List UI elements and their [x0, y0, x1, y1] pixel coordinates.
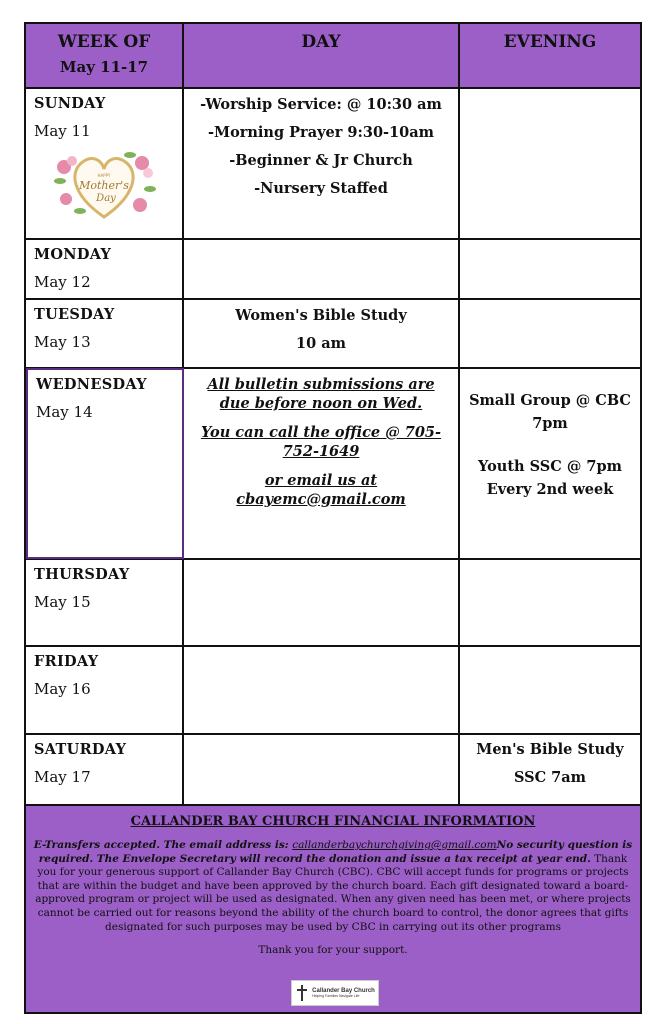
office-phone-note: You can call the office @ 705-752-1649 [200, 424, 442, 460]
list-item: -Nursery Staffed [254, 180, 388, 197]
date-label: May 16 [34, 680, 91, 698]
header-week [26, 24, 184, 87]
header-week-label: WEEK OF [57, 32, 151, 52]
mothers-day-line1: Mother's [79, 179, 129, 192]
monday-day [184, 240, 460, 298]
giving-email-link[interactable]: callanderbaychurchgiving@gmail.com [292, 839, 497, 851]
list-item: Youth SSC @ 7pm [478, 458, 622, 475]
list-item: Men's Bible Study [476, 741, 624, 758]
friday-cell [26, 647, 184, 733]
monday-evening [460, 240, 640, 298]
day-label: TUESDAY [34, 306, 115, 323]
row-sunday [26, 89, 640, 240]
day-label: SATURDAY [34, 741, 127, 758]
monday-cell [26, 240, 184, 298]
day-label: SUNDAY [34, 95, 106, 112]
list-item: -Worship Service: @ 10:30 am [200, 96, 442, 113]
day-label: FRIDAY [34, 653, 99, 670]
thursday-day [184, 560, 460, 645]
header-week-range: May 11-17 [59, 58, 149, 76]
financial-body-text: Thank you for your generous support of Callander Bay Church (CBC). CBC will accept funds for programs or projects that are within the budget and have been approved by the church board. Each gift designated toward a board-approved program or project will be used as designated. When any given need has been met, or where projects cannot be carried out for reasons beyond the ability of the church board to control, the donor agrees that gifts designated for such purposes may be used by CBC in carrying out its other programs [35, 852, 631, 933]
row-monday [26, 240, 640, 300]
wednesday-cell [26, 368, 184, 559]
tuesday-day [184, 300, 460, 367]
saturday-evening [460, 735, 640, 804]
list-item: Small Group @ CBC [469, 392, 631, 409]
financial-body [32, 839, 634, 934]
list-item: SSC 7am [513, 769, 587, 786]
bulletin-note: All bulletin submissions are due before noon on Wed. [207, 376, 435, 412]
date-label: May 11 [34, 122, 91, 140]
date-label: May 14 [36, 403, 93, 421]
table-header [26, 24, 640, 89]
logo-text: Callander Bay Church [312, 988, 375, 994]
list-item: Every 2nd week [486, 481, 614, 498]
tuesday-evening [460, 300, 640, 367]
wednesday-day [184, 369, 460, 558]
financial-info-section [26, 806, 640, 1012]
mothers-day-small: HAPPY [97, 173, 111, 178]
logo-tagline: Helping Families Navigate Life [312, 994, 360, 998]
day-label: WEDNESDAY [36, 376, 147, 393]
date-label: May 15 [34, 593, 91, 611]
etransfer-lead: E-Transfers accepted. The email address is: [33, 839, 293, 851]
date-label: May 17 [34, 768, 91, 786]
list-item: 7pm [532, 415, 568, 432]
day-label: MONDAY [34, 246, 112, 263]
list-item: Women's Bible Study [235, 307, 407, 324]
sunday-cell [26, 89, 184, 238]
church-logo [291, 980, 379, 1006]
row-thursday [26, 560, 640, 647]
church-cross-icon [295, 984, 309, 1002]
header-evening [460, 24, 640, 87]
financial-title: CALLANDER BAY CHURCH FINANCIAL INFORMATION [130, 814, 536, 829]
weekly-schedule-table [24, 22, 642, 1014]
no-security-note: No security question is required. The Envelope Secretary will record the donation and issue a tax receipt at year end. [38, 839, 633, 865]
day-label: THURSDAY [34, 566, 130, 583]
list-item: 10 am [296, 335, 346, 352]
saturday-cell [26, 735, 184, 804]
friday-evening [460, 647, 640, 733]
header-day [184, 24, 460, 87]
friday-day [184, 647, 460, 733]
header-evening-label: EVENING [503, 32, 597, 52]
saturday-day [184, 735, 460, 804]
mothers-day-line2: Day [96, 193, 116, 204]
thursday-evening [460, 560, 640, 645]
list-item: -Morning Prayer 9:30-10am [208, 124, 434, 141]
thursday-cell [26, 560, 184, 645]
sunday-day [184, 89, 460, 238]
email-note: or email us at cbayemc@gmail.com [236, 472, 406, 508]
thanks-text: Thank you for your support. [258, 944, 408, 957]
date-label: May 12 [34, 273, 91, 291]
row-saturday [26, 735, 640, 806]
list-item: -Beginner & Jr Church [229, 152, 413, 169]
sunday-evening [460, 89, 640, 238]
row-tuesday [26, 300, 640, 369]
sunday-day-list [184, 91, 458, 203]
row-wednesday [26, 369, 640, 560]
mothers-day-heart-icon [52, 147, 156, 221]
wednesday-evening [460, 369, 640, 558]
tuesday-cell [26, 300, 184, 367]
header-day-label: DAY [301, 32, 341, 52]
row-friday [26, 647, 640, 735]
date-label: May 13 [34, 333, 91, 351]
